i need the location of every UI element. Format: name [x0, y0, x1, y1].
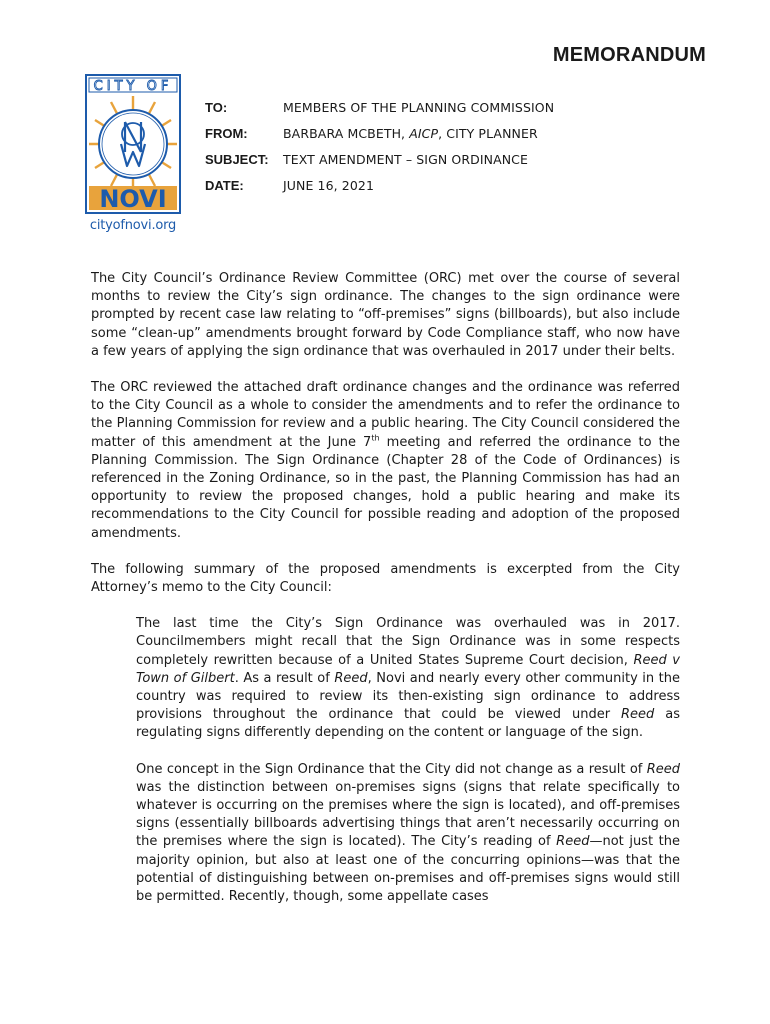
from-name: BARBARA MCBETH, [283, 125, 410, 141]
quote-2-part-c: —not just the majority opinion, but also at least one of the concurring opinions—was that the potential of distinguishing between on-premises and off-premises signs would still be permitted. Recently, though, some appellate cases [136, 834, 680, 905]
ordinal-superscript: th [371, 433, 380, 443]
paragraph-3: The following summary of the proposed amendments is excerpted from the City Attorney’s memo to the City Council: [91, 561, 680, 596]
from-credential: AICP [409, 125, 439, 141]
paragraph-1: The City Council’s Ordinance Review Committee (ORC) met over the course of several months to review the City’s sign ordinance. The changes to the sign ordinance were prompted by recent case law relating to “off-premises” signs (billboards), but also include some “clean-up” amendments brought forward by Code Compliance staff, who now have a few years of applying the sign ordinance that was overhauled in 2017 under their belts. [91, 271, 680, 359]
from-value [283, 126, 538, 141]
novi-logo-icon [85, 74, 181, 214]
quoted-paragraph-1 [136, 615, 680, 742]
reed-italic: Reed [334, 670, 368, 686]
date-label: DATE: [205, 177, 244, 193]
to-value: MEMBERS OF THE PLANNING COMMISSION [283, 99, 555, 115]
subject-label: SUBJECT: [205, 151, 269, 167]
from-label: FROM: [205, 125, 248, 141]
paragraph-2-part-a: The ORC reviewed the attached draft ordinance changes and the ordinance was referred to the City Council as a whole to consider the amendments and to refer the ordinance to the Planning Commission for review and a public hearing. The City Council considered the matter of this amendment at the June 7 [91, 380, 680, 450]
quote-1-part-c: , Novi and nearly every other community in the country was required to review its then-existing sign ordinance to address provisions throughout the ordinance that could be viewed under [136, 670, 680, 723]
city-logo [85, 74, 181, 233]
memo-body [91, 270, 680, 924]
reed-italic: Reed [556, 834, 590, 850]
logo-city-of-text: CITY OF [93, 79, 173, 94]
to-label: TO: [205, 99, 228, 115]
quote-2-part-a: One concept in the Sign Ordinance that the City did not change as a result of [136, 761, 647, 777]
date-row [205, 172, 554, 198]
quote-1-part-b: . As a result of [234, 670, 335, 686]
to-row [205, 94, 554, 120]
reed-italic: Reed [621, 707, 655, 723]
from-title: , CITY PLANNER [438, 125, 538, 141]
quote-1-part-a: The last time the City’s Sign Ordinance was overhauled was in 2017. Councilmembers might recall that the Sign Ordinance was in some respects completely rewritten because of a United States Supreme Court decision, [136, 616, 680, 668]
quoted-paragraph-2 [136, 761, 680, 907]
memo-header [205, 94, 554, 198]
subject-value: TEXT AMENDMENT – SIGN ORDINANCE [283, 151, 529, 167]
quote-2-part-b: was the distinction between on-premises signs (signs that relate specifically to whatever is occurring on the premises where the sign is located), and off-premises signs (essentially billboards advertising things that aren’t necessarily occurring on the premises where the sign is located). The City’s reading of [136, 779, 680, 850]
case-name-italic: Reed v Town of Gilbert [136, 652, 680, 686]
paragraph-2 [91, 379, 680, 543]
quote-1-part-d: as regulating signs differently depending on the content or language of the sign. [136, 707, 681, 741]
date-value: JUNE 16, 2021 [283, 177, 375, 193]
memo-title: MEMORANDUM [552, 44, 706, 66]
paragraph-2-part-b: meeting and referred the ordinance to the Planning Commission. The Sign Ordinance (Chapter 28 of the Code of Ordinances) is referenced in the Zoning Ordinance, so in the past, the Planning Commission has had an opportunity to review the proposed changes, hold a public hearing and make its recommendations to the City Council for possible reading and adoption of the proposed amendments. [91, 434, 680, 541]
logo-novi-text: NOVI [99, 185, 167, 213]
from-row [205, 120, 554, 146]
logo-url: cityofnovi.org [89, 218, 177, 233]
subject-row [205, 146, 554, 172]
reed-italic: Reed [646, 761, 680, 777]
